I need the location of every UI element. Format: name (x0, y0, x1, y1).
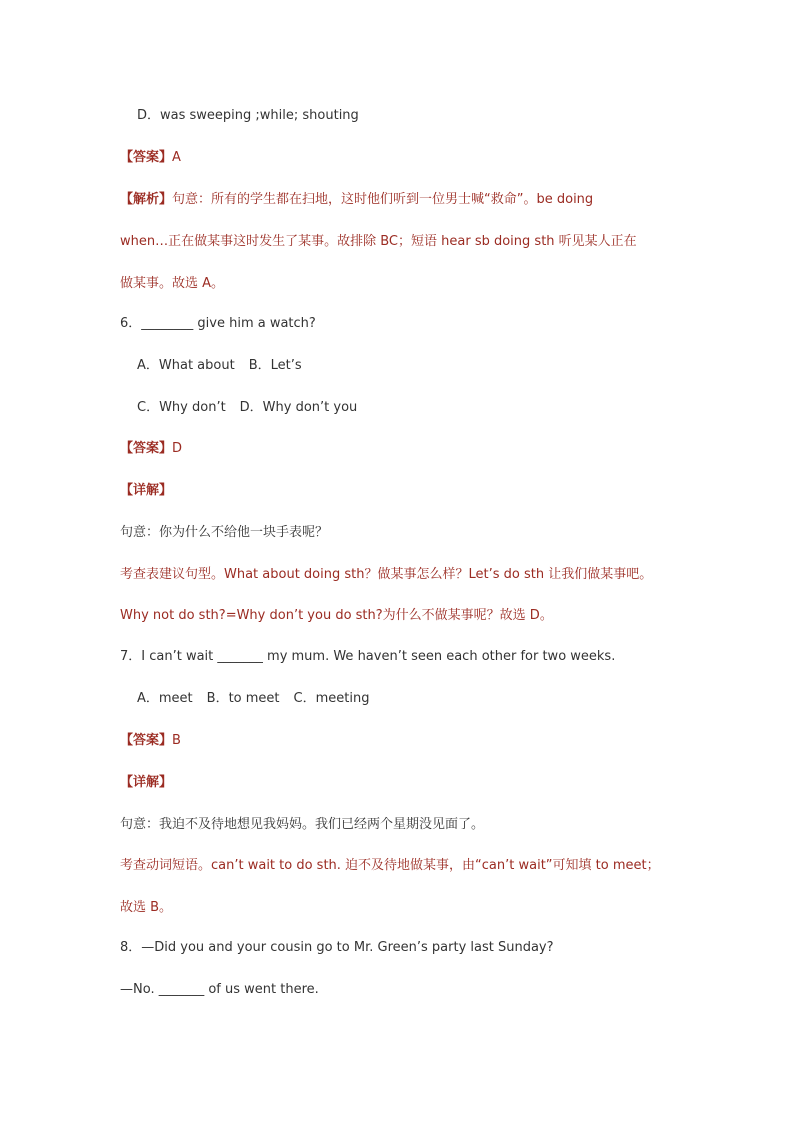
answer-label: 【答案】 (120, 733, 173, 748)
option-a: A．What about (137, 358, 235, 373)
q6-explain-1: 考查表建议句型。What about doing sth？做某事怎么样？Let’s do sth 让我们做某事吧。 (120, 567, 653, 582)
answer-value: D (172, 441, 183, 456)
answer-value: B (172, 733, 181, 748)
answer-label: 【答案】 (120, 441, 173, 456)
q8-question: 8．—Did you and your cousin go to Mr. Green’s party last Sunday? (120, 940, 554, 955)
analysis-label: 【解析】 (120, 192, 173, 207)
q5-analysis-line-2: when…正在做某事这时发生了某事。故排除 BC；短语 hear sb doing sth 听见某人正在 (120, 234, 637, 249)
option-d: D．Why don’t you (239, 400, 358, 415)
q5-option-d: D．was sweeping ;while; shouting (137, 108, 359, 123)
q7-answer (0, 732, 794, 750)
option-c: C．meeting (293, 691, 370, 706)
answer-value: A (172, 150, 181, 165)
analysis-text: 句意：所有的学生都在扫地，这时他们听到一位男士喊“救命”。be doing (172, 192, 594, 207)
q6-options-row-2 (0, 399, 794, 417)
option-a: A．meet (137, 691, 193, 706)
q6-detail-label: 【详解】 (120, 483, 173, 498)
q8-reply: —No. _______ of us went there. (120, 982, 319, 997)
q7-meaning: 句意：我迫不及待地想见我妈妈。我们已经两个星期没见面了。 (120, 817, 485, 832)
q7-detail-label: 【详解】 (120, 775, 173, 790)
q5-answer (0, 149, 794, 167)
q6-question: 6．________ give him a watch? (120, 316, 316, 331)
q6-options-row-1 (0, 357, 794, 375)
q7-explain-2: 故选 B。 (120, 900, 173, 915)
q5-analysis-line-3: 做某事。故选 A。 (120, 276, 225, 291)
q6-meaning: 句意：你为什么不给他一块手表呢？ (120, 525, 329, 540)
answer-label: 【答案】 (120, 150, 173, 165)
q7-question: 7．I can’t wait _______ my mum. We haven’t seen each other for two weeks. (120, 649, 616, 664)
q7-explain-1: 考查动词短语。can’t wait to do sth. 迫不及待地做某事，由“can’t wait”可知填 to meet； (120, 858, 660, 873)
q5-analysis-line-1 (0, 191, 794, 209)
q6-answer (0, 440, 794, 458)
option-b: B．Let’s (248, 358, 302, 373)
q6-explain-2: Why not do sth?=Why don’t you do sth?为什么不做某事呢？故选 D。 (120, 608, 553, 623)
option-b: B．to meet (206, 691, 280, 706)
option-c: C．Why don’t (137, 400, 226, 415)
q7-options (0, 690, 794, 708)
